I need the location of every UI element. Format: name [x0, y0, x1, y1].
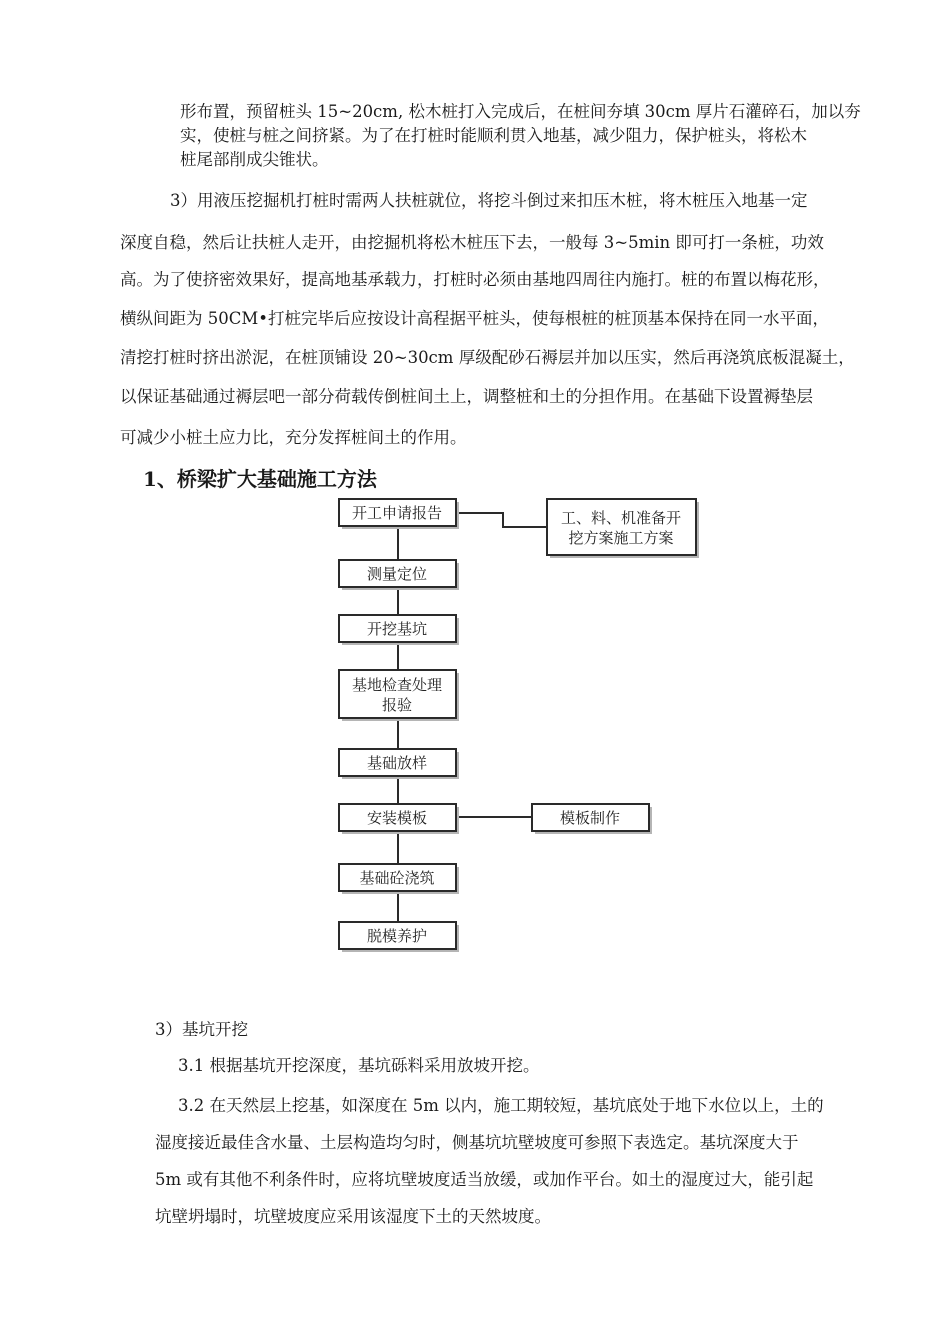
flow-step-label: 开挖基坑: [366, 620, 428, 638]
flow-step-1: [339, 499, 459, 529]
text-line: 深度自稳，然后让扶桩人走开，由挖掘机将松木桩压下去，一般每 3~5min 即可打一条桩，功效: [120, 233, 824, 252]
flow-side-label: 工、料、机准备开: [560, 509, 682, 527]
text-line: 5m 或有其他不利条件时，应将坑壁坡度适当放缓，或加作平台。如土的湿度过大，能引起: [155, 1170, 814, 1189]
text-line: 坑壁坍塌时，坑壁坡度应采用该湿度下土的天然坡度。: [155, 1207, 551, 1226]
text-line: 横纵间距为 50CM•打桩完毕后应按设计高程据平桩头，使每根桩的桩顶基本保持在同一水平面，: [120, 309, 829, 328]
text-line: 桩尾部削成尖锥状。: [180, 150, 329, 169]
section-title: 1、桥梁扩大基础施工方法: [143, 467, 377, 491]
text-line: 形布置，预留桩头 15~20cm, 松木桩打入完成后，在桩间夯填 30cm 厚片石灌碎石，加以夯: [180, 102, 861, 121]
flow-side-label: 模板制作: [559, 809, 621, 827]
flow-step-8: [339, 922, 459, 952]
text-line: 3.2 在天然层上挖基，如深度在 5m 以内，施工期较短，基坑底处于地下水位以上，土的: [178, 1096, 824, 1115]
flow-step-label: 报验: [381, 696, 413, 714]
flow-side-preparation: [547, 499, 699, 558]
flow-side-formwork: [532, 804, 652, 834]
flow-step-label: 基础砼浇筑: [359, 869, 435, 887]
sub-heading: 3）基坑开挖: [155, 1020, 248, 1039]
flow-step-5: [339, 749, 459, 779]
text-line: 可减少小桩土应力比，充分发挥桩间土的作用。: [120, 428, 467, 447]
flow-step-label: 基地检查处理: [351, 676, 443, 694]
flow-step-label: 安装模板: [366, 809, 428, 827]
flow-step-label: 脱模养护: [366, 927, 428, 945]
flow-side-label: 挖方案施工方案: [568, 529, 674, 547]
flow-step-7: [339, 864, 459, 894]
connector-line: [456, 513, 547, 527]
text-line: 湿度接近最佳含水量、土层构造均匀时，侧基坑坑壁坡度可参照下表选定。基坑深度大于: [155, 1133, 799, 1152]
flow-step-label: 基础放样: [366, 754, 428, 772]
text-line: 3）用液压挖掘机打桩时需两人扶桩就位，将挖斗倒过来扣压木桩，将木桩压入地基一定: [170, 191, 808, 210]
flow-step-label: 开工申请报告: [351, 504, 443, 522]
text-line: 清挖打桩时挤出淤泥，在桩顶铺设 20~30cm 厚级配砂石褥层并加以压实，然后再浇筑底板混凝土，: [120, 348, 855, 367]
flow-step-2: [339, 560, 459, 590]
text-line: 实，使桩与桩之间挤紧。为了在打桩时能顺利贯入地基，减少阻力，保护桩头，将松木: [180, 126, 807, 145]
text-line: 高。为了使挤密效果好，提高地基承载力，打桩时必须由基地四周往内施打。桩的布置以梅花形，: [120, 270, 830, 289]
flow-step-6: [339, 804, 459, 834]
paragraph-3-1: 3.1 根据基坑开挖深度，基坑砾料采用放坡开挖。: [178, 1056, 540, 1075]
flow-step-4: [339, 670, 459, 721]
flow-step-label: 测量定位: [366, 565, 428, 583]
flow-step-3: [339, 615, 459, 645]
text-line: 以保证基础通过褥层吧一部分荷载传倒桩间土上，调整桩和土的分担作用。在基础下设置褥垫层: [120, 387, 813, 406]
